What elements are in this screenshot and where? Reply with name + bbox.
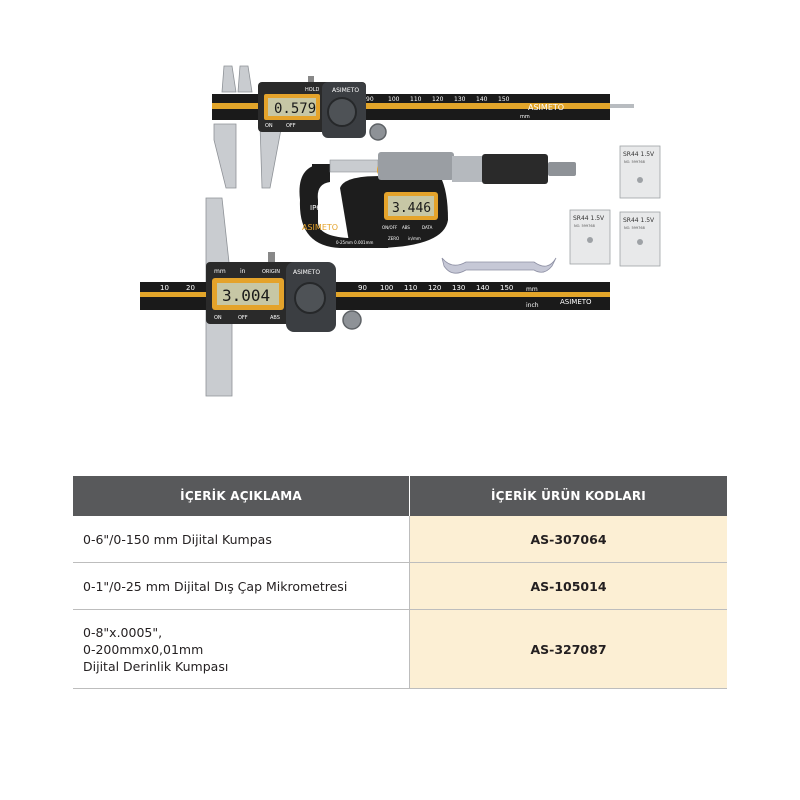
row-description: 0-6"/0-150 mm Dijital Kumpas	[73, 516, 410, 563]
scale-number: 120	[428, 284, 442, 292]
battery-number: NO. 599768	[624, 160, 645, 164]
scale-number: 20	[186, 284, 195, 292]
micrometer-display: 3.446	[392, 201, 432, 216]
depth-unit-in: in	[240, 268, 246, 275]
depth-button-off: OFF	[238, 315, 248, 321]
caliper-display: 0.579	[274, 101, 317, 117]
depth-button-abs: ABS	[270, 315, 280, 321]
contents-table	[73, 476, 727, 689]
scale-number: 140	[476, 96, 488, 103]
header-product-codes: İÇERİK ÜRÜN KODLARI	[410, 476, 728, 516]
scale-number: 150	[500, 284, 514, 292]
scale-number: 100	[388, 96, 400, 103]
button-label: ABS	[402, 225, 410, 230]
micrometer-buttons	[382, 225, 433, 230]
scale-number: 120	[432, 96, 444, 103]
scale-number: 10	[160, 284, 169, 292]
scale-number: 130	[454, 96, 466, 103]
scale-number: 110	[404, 284, 418, 292]
row-product-code: AS-307064	[410, 516, 728, 563]
depth-unit-label: mm	[526, 286, 538, 293]
button-label: ON/OFF	[382, 225, 398, 230]
table-header-row	[73, 476, 727, 516]
row-description	[73, 610, 410, 689]
caliper-unit-label: mm	[520, 114, 530, 120]
digital-micrometer	[299, 152, 576, 248]
description-line: 0-200mmx0,01mm	[83, 641, 204, 657]
battery-number: NO. 599768	[624, 226, 645, 230]
depth-button-origin: ORIGIN	[262, 269, 280, 275]
scale-number: 90	[366, 96, 374, 103]
battery-label: SR44 1.5V	[573, 215, 605, 222]
micrometer-range-label: 0-25mm 0.001mm	[336, 240, 374, 245]
scale-number: 150	[498, 96, 510, 103]
row-product-code: AS-105014	[410, 563, 728, 610]
table-row	[73, 610, 727, 689]
button-label: ZERO	[388, 236, 400, 241]
description-line: 0-8"x.0005",	[83, 624, 163, 640]
scale-number: 100	[380, 284, 394, 292]
description-line: Dijital Derinlik Kumpası	[83, 658, 229, 674]
scale-number: 110	[410, 96, 422, 103]
depth-unit-mm: mm	[214, 268, 226, 275]
scale-number: 90	[358, 284, 367, 292]
row-product-code: AS-327087	[410, 610, 728, 689]
caliper-button-hold: HOLD	[305, 87, 320, 93]
button-label: in/mm	[408, 236, 421, 241]
depth-brand: ASIMETO	[560, 298, 592, 306]
depth-inch-label: inch	[526, 302, 539, 309]
caliper-button-on: ON	[265, 123, 273, 129]
spanner-tool	[442, 258, 556, 273]
scale-number: 140	[476, 284, 490, 292]
caliper-scale-text	[366, 96, 510, 103]
battery-label: SR44 1.5V	[623, 217, 655, 224]
micrometer-rating: IP65	[310, 204, 326, 212]
button-label: DATA	[422, 225, 433, 230]
row-description: 0-1"/0-25 mm Dijital Dış Çap Mikrometresi	[73, 563, 410, 610]
caliper-brand-on-body: ASIMETO	[332, 87, 360, 94]
header-description: İÇERİK AÇIKLAMA	[73, 476, 410, 516]
battery-number: NO. 599768	[574, 224, 595, 228]
depth-display: 3.004	[222, 286, 271, 305]
caliper-brand: ASIMETO	[528, 103, 565, 112]
table-row	[73, 563, 727, 610]
battery-cards	[570, 146, 660, 266]
micrometer-brand: ASIMETO	[302, 223, 339, 232]
caliper-button-off: OFF	[286, 123, 296, 129]
depth-brand-on-body: ASIMETO	[293, 269, 321, 276]
scale-number: 130	[452, 284, 466, 292]
depth-button-on: ON	[214, 315, 222, 321]
table-row	[73, 516, 727, 563]
battery-label: SR44 1.5V	[623, 151, 655, 158]
